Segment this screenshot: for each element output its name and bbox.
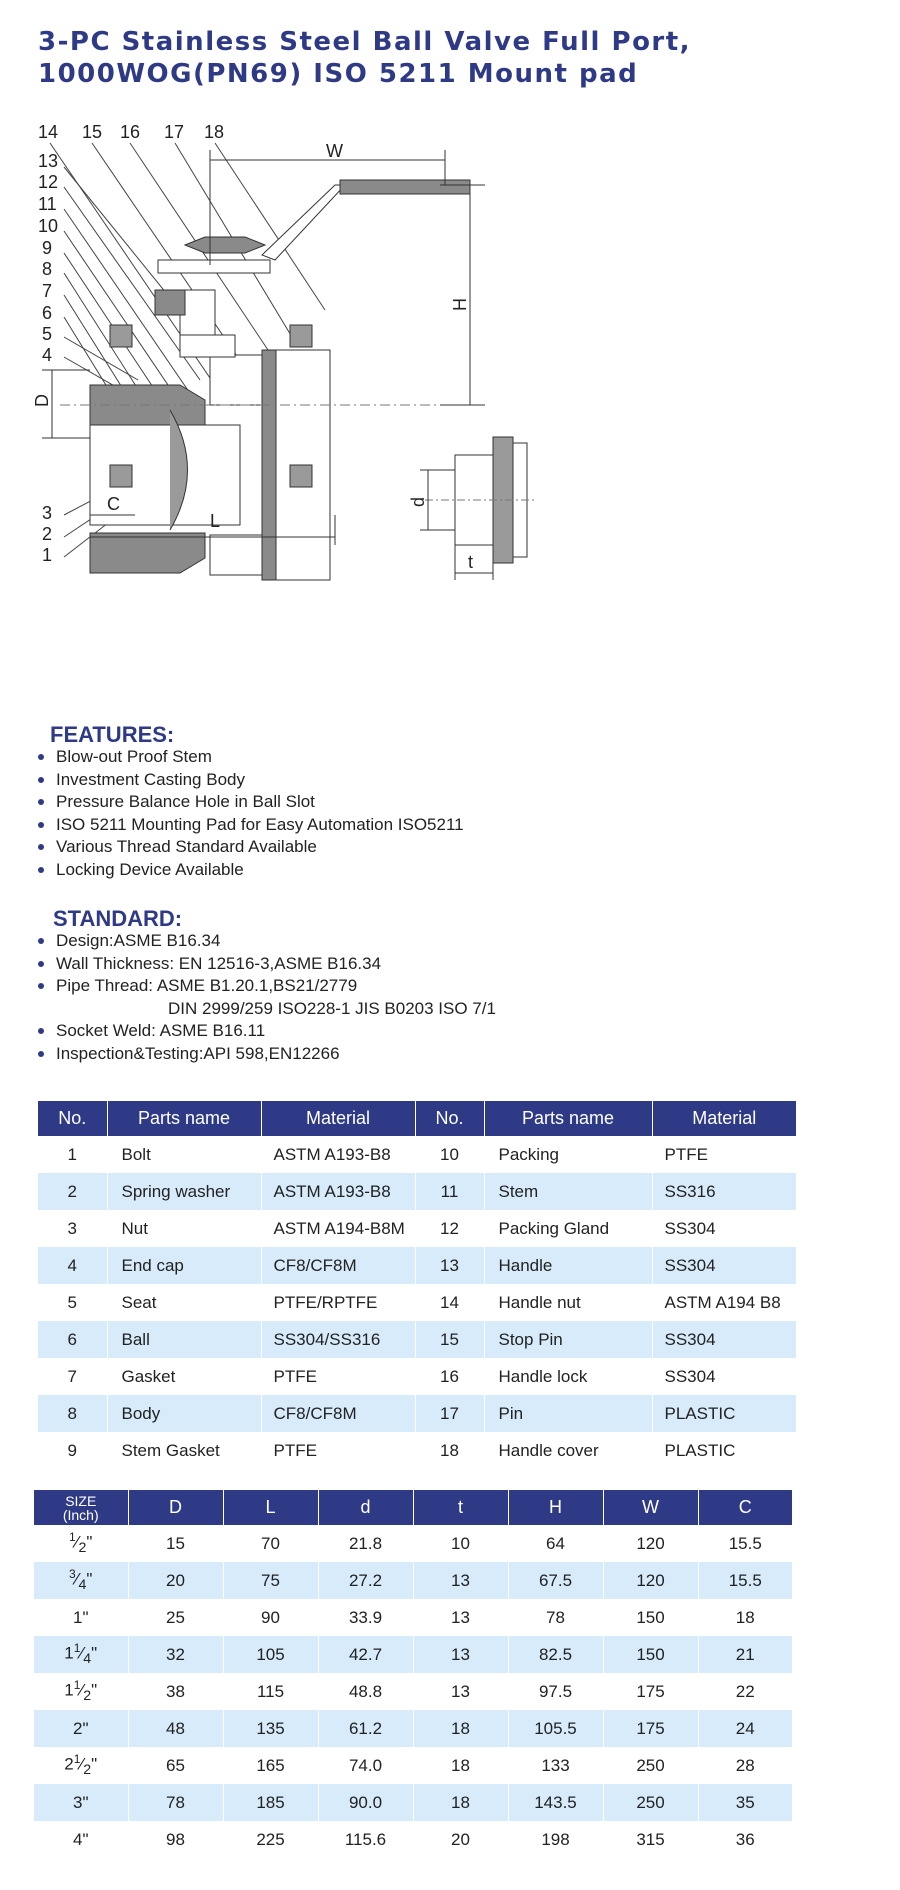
table-cell: 61.2: [318, 1710, 413, 1747]
column-header: C: [698, 1490, 792, 1525]
part-label-16: 16: [120, 125, 141, 142]
table-cell: SS304: [652, 1247, 796, 1284]
table-cell: ASTM A193-B8: [261, 1136, 415, 1173]
standard-item: Pipe Thread: ASME B1.20.1,BS21/2779 DIN 2999/259 ISO228-1 JIS B0203 ISO 7/1: [38, 975, 496, 1020]
table-cell: 78: [128, 1784, 223, 1821]
table-cell: 17: [415, 1395, 484, 1432]
table-cell: 120: [603, 1562, 698, 1599]
table-cell: PLASTIC: [652, 1432, 796, 1469]
features-heading: FEATURES:: [50, 722, 175, 747]
table-cell: 32: [128, 1636, 223, 1673]
table-cell: 150: [603, 1636, 698, 1673]
table-cell: 3: [67, 1218, 77, 1238]
size-cell: 4": [73, 1829, 89, 1849]
socket-end-detail: [420, 437, 535, 580]
part-label-15: 15: [82, 125, 103, 142]
table-row: [34, 1636, 792, 1673]
dim-label-D: D: [32, 394, 52, 407]
valve-section-drawing: [30, 125, 670, 705]
size-cell: $2^1⁄_2$": [64, 1752, 98, 1779]
pipe-thread-standards: DIN 2999/259 ISO228-1 JIS B0203 ISO 7/1: [168, 998, 496, 1018]
column-header: Material: [652, 1101, 796, 1136]
bullet-icon: [38, 1028, 44, 1034]
standard-heading: STANDARD:: [53, 906, 183, 931]
part-label-13: 13: [38, 151, 59, 171]
table-cell: 10: [413, 1525, 508, 1562]
table-cell: Spring washer: [107, 1173, 261, 1210]
table-cell: 18: [413, 1784, 508, 1821]
table-cell: 21.8: [318, 1525, 413, 1562]
table-cell: Handle: [484, 1247, 652, 1284]
bullet-icon: [38, 938, 44, 944]
table-cell: SS304: [652, 1358, 796, 1395]
feature-item: Blow-out Proof Stem: [38, 746, 464, 769]
table-cell: 150: [603, 1599, 698, 1636]
table-cell: SS304: [652, 1210, 796, 1247]
part-label-2: 2: [42, 524, 53, 544]
table-cell: 133: [508, 1747, 603, 1784]
table-cell: ASTM A194-B8M: [261, 1210, 415, 1247]
part-label-9: 9: [42, 238, 53, 258]
features-list: [38, 746, 464, 881]
column-header: No.: [415, 1101, 484, 1136]
table-cell: 185: [223, 1784, 318, 1821]
size-cell: $1^1⁄_2$": [64, 1678, 98, 1705]
bullet-icon: [38, 961, 44, 967]
dimensions-table-header: [34, 1490, 792, 1525]
part-label-5: 5: [42, 324, 53, 344]
bullet-icon: [38, 777, 44, 783]
column-header: H: [508, 1490, 603, 1525]
table-cell: 8: [38, 1395, 107, 1432]
bullet-icon: [38, 822, 44, 828]
standard-list: [38, 930, 496, 1065]
table-cell: 12: [415, 1210, 484, 1247]
table-cell: 250: [603, 1747, 698, 1784]
column-header: t: [413, 1490, 508, 1525]
table-cell: SS304/SS316: [261, 1321, 415, 1358]
table-cell: 15.5: [698, 1525, 792, 1562]
table-cell: 15: [415, 1321, 484, 1358]
feature-item: Various Thread Standard Available: [38, 836, 464, 859]
part-label-3: 3: [42, 503, 53, 523]
table-row: [38, 1247, 796, 1284]
part-label-18: 18: [204, 125, 225, 142]
column-header: d: [318, 1490, 413, 1525]
table-cell: 115.6: [318, 1821, 413, 1858]
column-header: Parts name: [107, 1101, 261, 1136]
column-header: No.: [38, 1101, 107, 1136]
table-cell: PLASTIC: [652, 1395, 796, 1432]
table-cell: Packing: [484, 1136, 652, 1173]
feature-item: Pressure Balance Hole in Ball Slot: [38, 791, 464, 814]
dimensions-table: [34, 1490, 792, 1858]
table-cell: End cap: [107, 1247, 261, 1284]
part-label-12: 12: [38, 172, 59, 192]
table-cell: 48: [128, 1710, 223, 1747]
table-row: [34, 1599, 792, 1636]
table-cell: 13: [413, 1636, 508, 1673]
size-cell: $^3⁄_4$": [34, 1562, 128, 1599]
table-cell: 10: [415, 1136, 484, 1173]
table-row: [38, 1395, 796, 1432]
table-row: [38, 1284, 796, 1321]
size-cell: 3": [34, 1784, 128, 1821]
standard-item: Inspection&Testing:API 598,EN12266: [38, 1043, 496, 1066]
table-cell: PTFE: [261, 1432, 415, 1469]
table-cell: 36: [698, 1821, 792, 1858]
feature-item: Investment Casting Body: [38, 769, 464, 792]
table-cell: 35: [698, 1784, 792, 1821]
table-cell: 13: [413, 1673, 508, 1710]
table-cell: 2: [38, 1173, 107, 1210]
table-cell: ASTM A194 B8: [652, 1284, 796, 1321]
table-cell: 28: [698, 1747, 792, 1784]
table-cell: 1: [67, 1144, 77, 1164]
table-cell: 98: [128, 1821, 223, 1858]
table-cell: 18: [415, 1432, 484, 1469]
table-cell: SS304: [652, 1321, 796, 1358]
table-cell: CF8/CF8M: [261, 1395, 415, 1432]
valve-drawing-svg: [30, 125, 670, 705]
size-cell: 2": [34, 1710, 128, 1747]
table-cell: 4: [38, 1247, 107, 1284]
table-cell: Nut: [107, 1210, 261, 1247]
table-cell: Ball: [107, 1321, 261, 1358]
table-cell: 82.5: [508, 1636, 603, 1673]
dim-label-W: W: [326, 141, 343, 161]
table-row: [38, 1173, 796, 1210]
table-cell: 135: [223, 1710, 318, 1747]
table-cell: 7: [67, 1366, 77, 1386]
table-cell: Body: [107, 1395, 261, 1432]
table-cell: 64: [508, 1525, 603, 1562]
table-cell: 65: [128, 1747, 223, 1784]
column-header: D: [128, 1490, 223, 1525]
table-cell: PTFE: [261, 1358, 415, 1395]
table-cell: 20: [413, 1821, 508, 1858]
part-label-14: 14: [38, 125, 59, 142]
table-cell: 13: [413, 1562, 508, 1599]
table-cell: 18: [698, 1599, 792, 1636]
table-cell: Handle cover: [484, 1432, 652, 1469]
table-cell: 20: [128, 1562, 223, 1599]
table-cell: CF8/CF8M: [261, 1247, 415, 1284]
table-cell: 24: [698, 1710, 792, 1747]
table-cell: 90: [223, 1599, 318, 1636]
table-cell: 250: [603, 1784, 698, 1821]
part-label-10: 10: [38, 216, 59, 236]
part-label-6: 6: [42, 303, 53, 323]
feature-item: ISO 5211 Mounting Pad for Easy Automation ISO5211: [38, 814, 464, 837]
title-line-1: 3-PC Stainless Steel Ball Valve Full Port,: [38, 27, 692, 57]
table-cell: 97.5: [508, 1673, 603, 1710]
part-label-1: 1: [42, 545, 53, 565]
table-cell: Packing Gland: [484, 1210, 652, 1247]
table-cell: 9: [67, 1440, 77, 1460]
table-row: [34, 1525, 792, 1562]
size-cell: $^1⁄_2$": [69, 1530, 93, 1557]
column-header: L: [223, 1490, 318, 1525]
table-cell: 38: [128, 1673, 223, 1710]
table-cell: 13: [413, 1599, 508, 1636]
bullet-icon: [38, 983, 44, 989]
dim-label-H: H: [450, 298, 470, 311]
table-cell: 225: [223, 1821, 318, 1858]
table-cell: 18: [413, 1747, 508, 1784]
table-cell: Stem: [484, 1173, 652, 1210]
table-cell: 143.5: [508, 1784, 603, 1821]
table-cell: Handle lock: [484, 1358, 652, 1395]
dim-label-L: L: [210, 511, 221, 531]
table-cell: Pin: [484, 1395, 652, 1432]
table-row: [34, 1747, 792, 1784]
column-header: W: [603, 1490, 698, 1525]
size-cell: $1^1⁄_4$": [34, 1636, 128, 1673]
bullet-icon: [38, 867, 44, 873]
table-cell: 48.8: [318, 1673, 413, 1710]
table-cell: 5: [67, 1292, 77, 1312]
parts-table-header: [38, 1101, 796, 1136]
table-cell: SS316: [652, 1173, 796, 1210]
part-label-8: 8: [42, 259, 53, 279]
table-cell: 14: [415, 1284, 484, 1321]
table-cell: 175: [603, 1673, 698, 1710]
table-cell: PTFE: [652, 1136, 796, 1173]
table-cell: Bolt: [107, 1136, 261, 1173]
table-cell: 15.5: [698, 1562, 792, 1599]
standard-item: Design:ASME B16.34: [38, 930, 496, 953]
dim-label-C: C: [107, 494, 120, 514]
table-cell: 78: [508, 1599, 603, 1636]
table-cell: 27.2: [318, 1562, 413, 1599]
table-row: [38, 1136, 796, 1173]
table-cell: Handle nut: [484, 1284, 652, 1321]
bullet-icon: [38, 754, 44, 760]
part-label-7: 7: [42, 281, 53, 301]
feature-item: Locking Device Available: [38, 859, 464, 882]
table-cell: 105: [223, 1636, 318, 1673]
table-cell: 11: [415, 1173, 484, 1210]
size-column-header: SIZE (Inch): [34, 1490, 128, 1525]
table-row: [34, 1673, 792, 1710]
table-cell: 75: [223, 1562, 318, 1599]
title-line-2: 1000WOG(PN69) ISO 5211 Mount pad: [38, 59, 639, 89]
table-cell: 42.7: [318, 1636, 413, 1673]
table-cell: 115: [223, 1673, 318, 1710]
table-cell: 74.0: [318, 1747, 413, 1784]
table-cell: 67.5: [508, 1562, 603, 1599]
table-cell: Stem Gasket: [107, 1432, 261, 1469]
table-cell: 105.5: [508, 1710, 603, 1747]
bullet-icon: [38, 799, 44, 805]
table-row: [34, 1784, 792, 1821]
table-cell: 198: [508, 1821, 603, 1858]
table-row: [38, 1321, 796, 1358]
table-cell: 13: [415, 1247, 484, 1284]
table-cell: 21: [698, 1636, 792, 1673]
parts-table: [38, 1101, 796, 1469]
table-cell: PTFE/RPTFE: [261, 1284, 415, 1321]
table-cell: 315: [603, 1821, 698, 1858]
bullet-icon: [38, 844, 44, 850]
table-row: [34, 1562, 792, 1599]
table-cell: 175: [603, 1710, 698, 1747]
table-row: [34, 1710, 792, 1747]
part-label-11: 11: [38, 194, 57, 214]
table-cell: 120: [603, 1525, 698, 1562]
table-cell: 6: [38, 1321, 107, 1358]
table-cell: 70: [223, 1525, 318, 1562]
table-cell: 25: [128, 1599, 223, 1636]
dim-label-d: d: [408, 496, 428, 507]
bullet-icon: [38, 1051, 44, 1057]
column-header: Parts name: [484, 1101, 652, 1136]
page-title: [38, 26, 858, 90]
dim-label-t: t: [468, 552, 474, 572]
standard-item: Socket Weld: ASME B16.11: [38, 1020, 496, 1043]
table-cell: ASTM A193-B8: [261, 1173, 415, 1210]
table-cell: Seat: [107, 1284, 261, 1321]
part-label-17: 17: [164, 125, 185, 142]
table-cell: 90.0: [318, 1784, 413, 1821]
table-cell: 16: [415, 1358, 484, 1395]
table-cell: 22: [698, 1673, 792, 1710]
column-header: Material: [261, 1101, 415, 1136]
table-row: [38, 1358, 796, 1395]
table-cell: Stop Pin: [484, 1321, 652, 1358]
table-cell: 33.9: [318, 1599, 413, 1636]
table-cell: 18: [413, 1710, 508, 1747]
table-row: [34, 1821, 792, 1858]
part-label-4: 4: [42, 345, 53, 365]
table-cell: 15: [128, 1525, 223, 1562]
standard-item: Wall Thickness: EN 12516-3,ASME B16.34: [38, 953, 496, 976]
size-cell: 1": [73, 1607, 89, 1627]
table-row: [38, 1432, 796, 1469]
table-cell: Gasket: [107, 1358, 261, 1395]
table-cell: 165: [223, 1747, 318, 1784]
table-row: [38, 1210, 796, 1247]
